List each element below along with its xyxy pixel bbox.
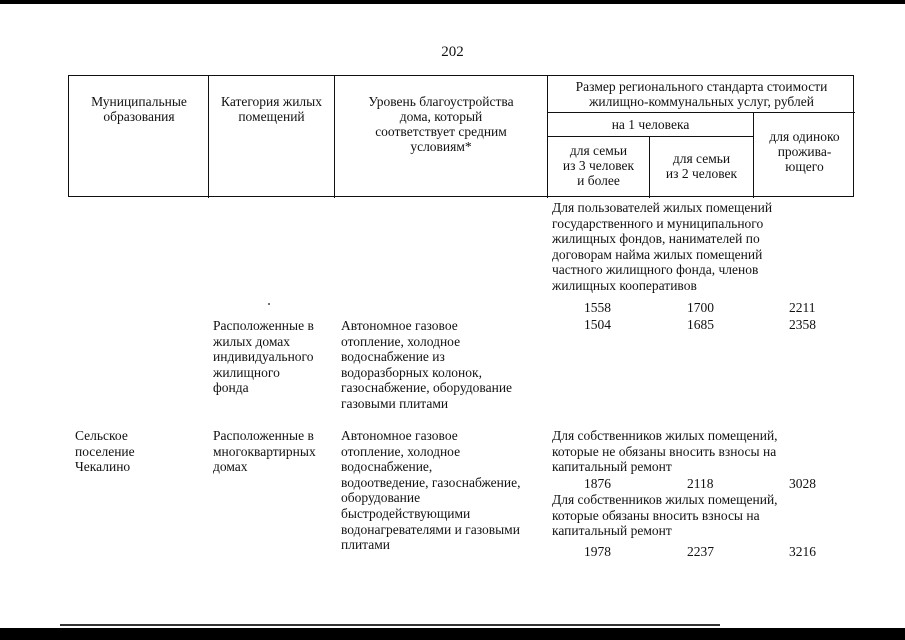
municipality-chekalino: Сельское поселение Чекалино	[75, 428, 135, 475]
note-users-of-premises: Для пользователей жилых помещений государственного и муниципального жилищных фондов, нанимателей по договорам найма жилых помещений частного жилищного фонда, членов жилищных кооперативов	[552, 200, 773, 293]
table-header	[68, 75, 854, 197]
value-single-row2: 2358	[789, 317, 816, 332]
page-number: 202	[441, 44, 464, 60]
value-single-owners-obliged: 3216	[789, 544, 816, 559]
header-level: Уровень благоустройства дома, который соответствует средним условиям*	[368, 94, 514, 154]
header-divider-2	[334, 76, 335, 198]
header-divider-4	[753, 112, 754, 198]
header-single: для одиноко прожива- ющего	[769, 129, 840, 174]
level-individual-houses: Автономное газовое отопление, холодное водоснабжение из водоразборных колонок, газоснабжение, оборудование газовыми плитами	[341, 318, 513, 411]
value-family2-owners-obliged: 2237	[687, 544, 714, 559]
stray-dot	[268, 303, 270, 305]
value-single-owners-not-obliged: 3028	[789, 476, 816, 491]
header-hline-2	[547, 136, 753, 137]
header-per-person: на 1 человека	[611, 117, 690, 132]
header-hline-1	[547, 112, 855, 113]
value-family2-row2: 1685	[687, 317, 714, 332]
header-family-3: для семьи из 3 человек и более	[562, 143, 635, 188]
header-category: Категория жилых помещений	[221, 94, 322, 124]
bottom-border	[0, 628, 905, 640]
header-divider-1	[208, 76, 209, 198]
bottom-rule	[60, 624, 720, 626]
note-owners-not-obliged: Для собственников жилых помещений, которые не обязаны вносить взносы на капитальный ремонт	[552, 428, 778, 475]
value-family3-owners-obliged: 1978	[584, 544, 611, 559]
value-family2-row1: 1700	[687, 300, 714, 315]
value-single-row1: 2211	[789, 300, 816, 315]
header-standard-size: Размер регионального стандарта стоимости жилищно-коммунальных услуг, рублей	[575, 79, 828, 109]
level-apartment-buildings: Автономное газовое отопление, холодное водоснабжение, водоотведение, газоснабжение, оборудование быстродействующими водонагревателями и газовыми плитами	[341, 428, 521, 553]
category-apartment-buildings: Расположенные в многоквартирных домах	[213, 428, 316, 475]
value-family3-row1: 1558	[584, 300, 611, 315]
category-individual-houses: Расположенные в жилых домах индивидуального жилищного фонда	[213, 318, 314, 396]
value-family3-row2: 1504	[584, 317, 611, 332]
value-family3-owners-not-obliged: 1876	[584, 476, 611, 491]
value-family2-owners-not-obliged: 2118	[687, 476, 714, 491]
note-owners-obliged: Для собственников жилых помещений, которые обязаны вносить взносы на капитальный ремонт	[552, 492, 778, 539]
header-divider-3	[547, 76, 548, 198]
header-divider-5	[649, 136, 650, 198]
header-municipalities: Муниципальные образования	[91, 94, 187, 124]
header-family-2: для семьи из 2 человек	[665, 151, 738, 181]
top-border	[0, 0, 905, 4]
